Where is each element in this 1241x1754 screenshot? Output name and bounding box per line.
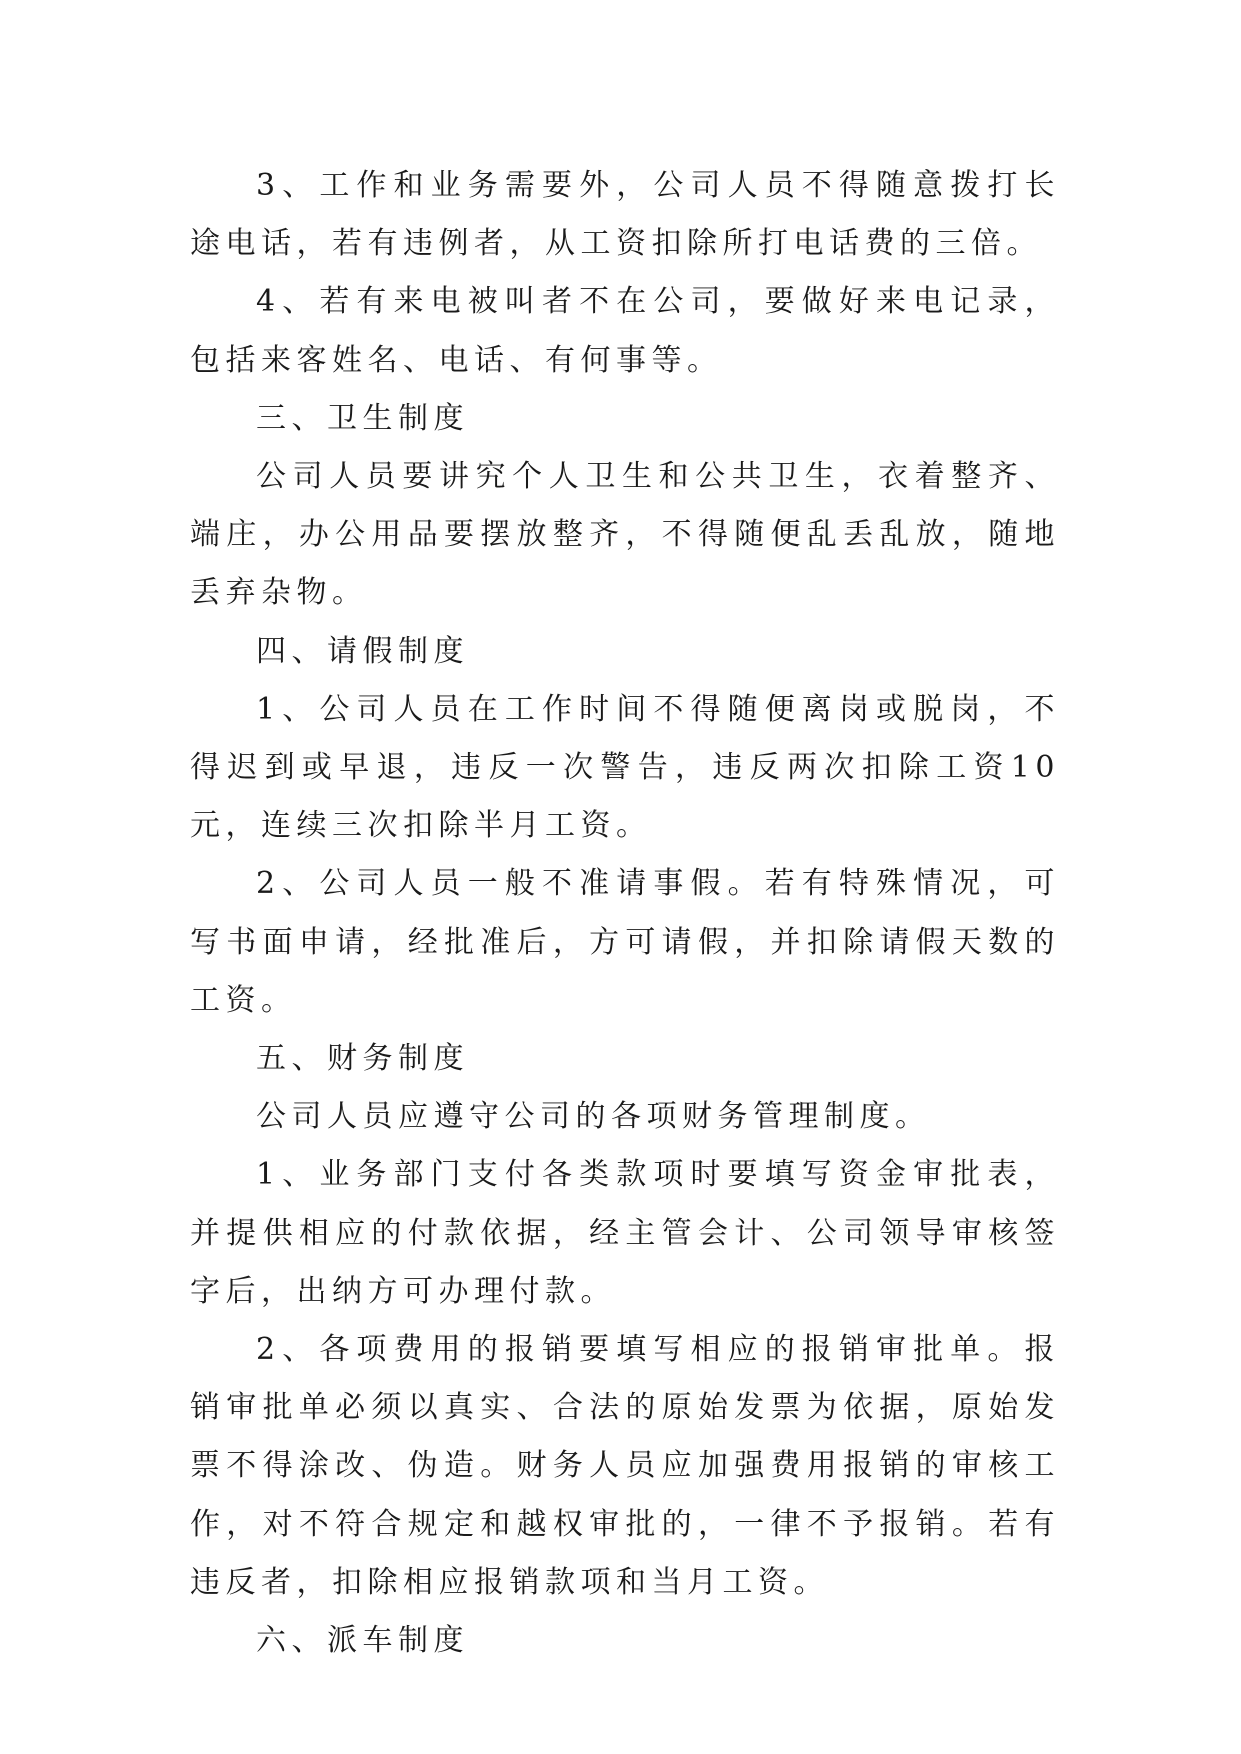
section-heading-leave: 四、请假制度 [256, 633, 469, 669]
section-heading-finance: 五、财务制度 [256, 1041, 469, 1077]
paragraph-finance-rule-2: 2、各项费用的报销要填写相应的报销审批单。报销审批单必须以真实、合法的原始发票为依据，原始发票不得涂改、伪造。财务人员应加强费用报销的审核工作，对不符合规定和越权审批的，一律不予报销。若有违反者，扣除相应报销款项和当月工资。 [190, 1332, 1060, 1600]
paragraph-hygiene-rule: 公司人员要讲究个人卫生和公共卫生，衣着整齐、端庄，办公用品要摆放整齐，不得随便乱丢乱放，随地丢弃杂物。 [190, 459, 1060, 611]
paragraph-leave-rule-2: 2、公司人员一般不准请事假。若有特殊情况，可写书面申请，经批准后，方可请假，并扣除请假天数的工资。 [190, 866, 1060, 1018]
paragraph-finance-rule-1: 1、业务部门支付各类款项时要填写资金审批表，并提供相应的付款依据，经主管会计、公司领导审核签字后，出纳方可办理付款。 [190, 1157, 1060, 1309]
paragraph-finance-intro: 公司人员应遵守公司的各项财务管理制度。 [256, 1099, 931, 1135]
section-heading-vehicle: 六、派车制度 [256, 1623, 469, 1659]
paragraph-leave-rule-1: 1、公司人员在工作时间不得随便离岗或脱岗，不得迟到或早退，违反一次警告，违反两次扣除工资10元，连续三次扣除半月工资。 [190, 691, 1060, 844]
document-body [190, 157, 1060, 1670]
paragraph-phone-rule-4: 4、若有来电被叫者不在公司，要做好来电记录，包括来客姓名、电话、有何事等。 [190, 284, 1060, 378]
section-heading-hygiene: 三、卫生制度 [256, 400, 469, 436]
paragraph-phone-rule-3: 3、工作和业务需要外，公司人员不得随意拨打长途电话，若有违例者，从工资扣除所打电话费的三倍。 [190, 168, 1060, 262]
